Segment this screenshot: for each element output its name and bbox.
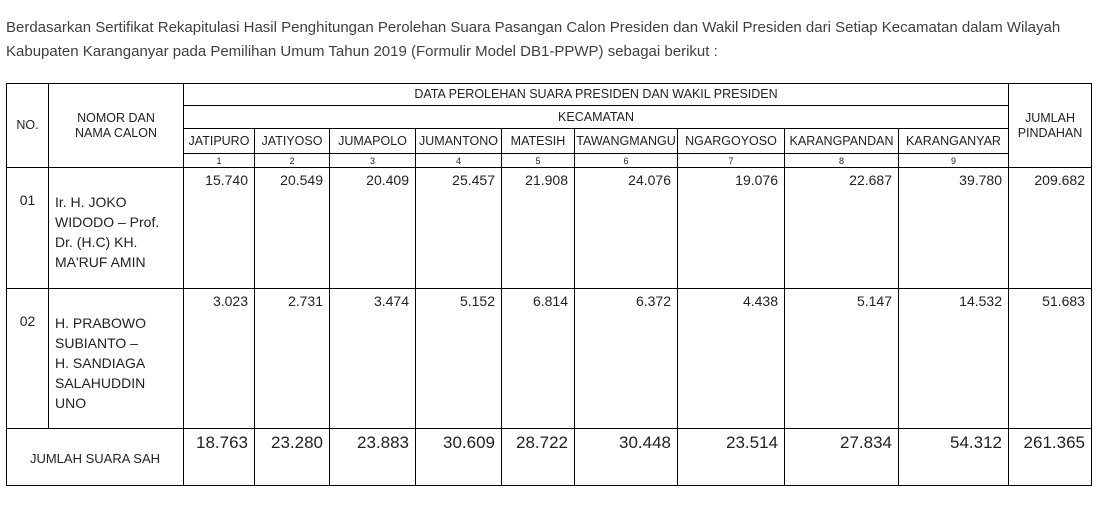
vote-cell: 3.474 xyxy=(330,289,416,429)
column-number: 9 xyxy=(899,154,1009,168)
total-cell: 27.834 xyxy=(785,429,899,486)
total-cell: 23.280 xyxy=(255,429,330,486)
column-number: 2 xyxy=(255,154,330,168)
table-row xyxy=(7,168,1092,289)
vote-cell: 5.147 xyxy=(785,289,899,429)
kecamatan-header: KARANGANYAR xyxy=(899,129,1009,154)
vote-cell: 21.908 xyxy=(502,168,575,289)
header-nama-calon: NOMOR DAN NAMA CALON xyxy=(49,84,184,168)
vote-cell: 39.780 xyxy=(899,168,1009,289)
total-cell: 23.883 xyxy=(330,429,416,486)
column-number: 4 xyxy=(416,154,502,168)
kecamatan-header: NGARGOYOSO xyxy=(678,129,785,154)
candidate-name: H. PRABOWO SUBIANTO – H. SANDIAGA SALAHUDDIN UNO xyxy=(49,289,184,429)
vote-cell: 6.372 xyxy=(575,289,678,429)
column-number: 8 xyxy=(785,154,899,168)
vote-cell: 3.023 xyxy=(184,289,255,429)
total-cell: 30.609 xyxy=(416,429,502,486)
table-row xyxy=(7,289,1092,429)
kecamatan-header: MATESIH xyxy=(502,129,575,154)
column-number: 3 xyxy=(330,154,416,168)
vote-cell: 25.457 xyxy=(416,168,502,289)
kecamatan-header: JUMANTONO xyxy=(416,129,502,154)
header-kecamatan: KECAMATAN xyxy=(184,106,1009,129)
vote-cell: 22.687 xyxy=(785,168,899,289)
vote-cell: 4.438 xyxy=(678,289,785,429)
header-jumlah-pindahan: JUMLAH PINDAHAN xyxy=(1009,84,1092,168)
total-label: JUMLAH SUARA SAH xyxy=(7,429,184,486)
vote-cell: 14.532 xyxy=(899,289,1009,429)
kecamatan-header: TAWANGMANGU xyxy=(575,129,678,154)
column-number: 5 xyxy=(502,154,575,168)
vote-cell: 24.076 xyxy=(575,168,678,289)
header-no: NO. xyxy=(7,84,49,168)
total-cell: 23.514 xyxy=(678,429,785,486)
vote-cell: 20.549 xyxy=(255,168,330,289)
column-number: 6 xyxy=(575,154,678,168)
vote-cell: 5.152 xyxy=(416,289,502,429)
vote-cell: 6.814 xyxy=(502,289,575,429)
kecamatan-header: JATIYOSO xyxy=(255,129,330,154)
grand-total: 261.365 xyxy=(1009,429,1092,486)
row-total: 209.682 xyxy=(1009,168,1092,289)
header-data-perolehan: DATA PEROLEHAN SUARA PRESIDEN DAN WAKIL PRESIDEN xyxy=(184,84,1009,106)
column-number: 1 xyxy=(184,154,255,168)
kecamatan-header: JATIPURO xyxy=(184,129,255,154)
row-total: 51.683 xyxy=(1009,289,1092,429)
vote-recap-table xyxy=(6,83,1092,486)
kecamatan-header: KARANGPANDAN xyxy=(785,129,899,154)
kecamatan-header: JUMAPOLO xyxy=(330,129,416,154)
candidate-number: 02 xyxy=(7,289,49,429)
vote-cell: 19.076 xyxy=(678,168,785,289)
total-row xyxy=(7,429,1092,486)
vote-cell: 20.409 xyxy=(330,168,416,289)
intro-paragraph: Berdasarkan Sertifikat Rekapitulasi Hasil Penghitungan Perolehan Suara Pasangan Calon Presiden dan Wakil Presiden dari Setiap Kecamatan dalam Wilayah Kabupaten Karanganyar pada Pemilihan Umum Tahun 2019 (Formulir Model DB1-PPWP) sebagai berikut : xyxy=(6,19,1061,60)
total-cell: 18.763 xyxy=(184,429,255,486)
vote-cell: 2.731 xyxy=(255,289,330,429)
column-number: 7 xyxy=(678,154,785,168)
total-cell: 30.448 xyxy=(575,429,678,486)
candidate-number: 01 xyxy=(7,168,49,289)
candidate-name: Ir. H. JOKO WIDODO – Prof. Dr. (H.C) KH. MA'RUF AMIN xyxy=(49,168,184,289)
total-cell: 54.312 xyxy=(899,429,1009,486)
total-cell: 28.722 xyxy=(502,429,575,486)
vote-cell: 15.740 xyxy=(184,168,255,289)
